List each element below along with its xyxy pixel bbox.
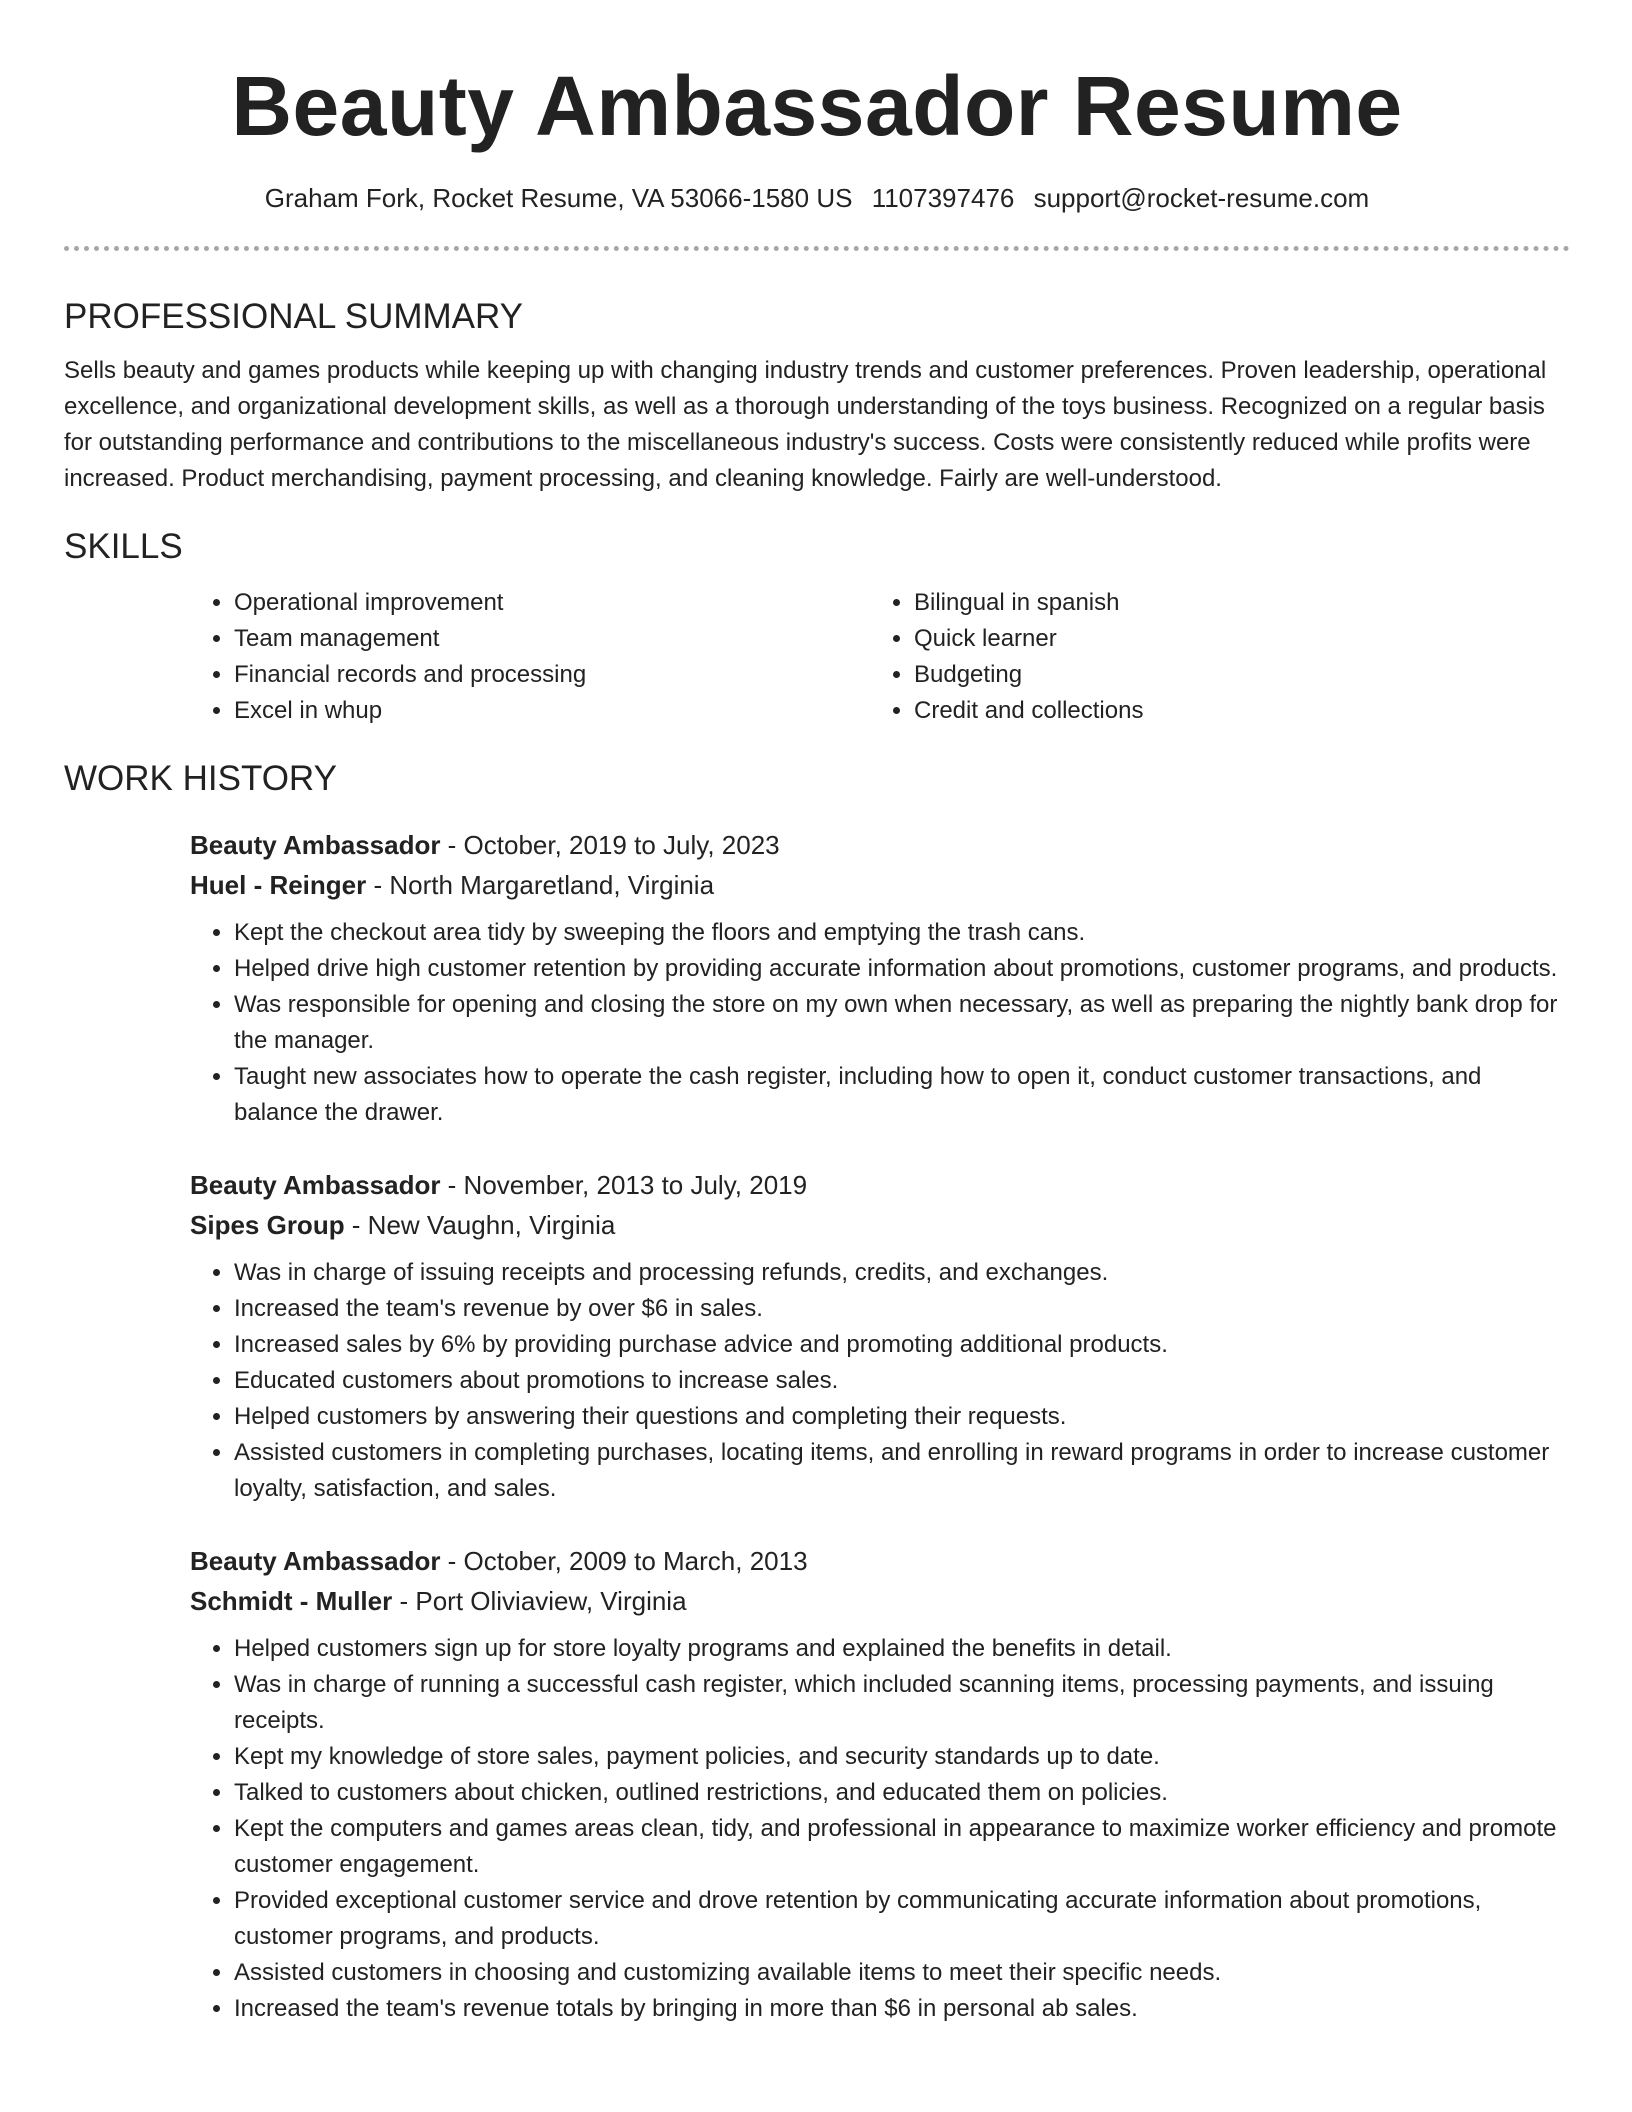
duty-item: • Helped customers by answering their questions and completing their requests. [234,1399,1570,1435]
skills-column-right [870,585,1550,729]
header-divider [64,246,1570,251]
contact-phone: 1107397476 [871,183,1015,213]
duty-item: • Talked to customers about chicken, outlined restrictions, and educated them on policies. [234,1775,1570,1811]
duty-item: • Kept my knowledge of store sales, payment policies, and security standards up to date. [234,1739,1570,1775]
skill-item: • Financial records and processing [234,657,870,693]
work-history-heading: WORK HISTORY [64,759,337,798]
duty-item: • Increased the team's revenue by over $6 in sales. [234,1291,1570,1327]
job-title-line [190,1541,1570,1581]
contact-address: Graham Fork, Rocket Resume, VA 53066-1580 US [264,183,853,213]
job-title: Beauty Ambassador [190,830,441,860]
job-title: Beauty Ambassador [190,1170,441,1200]
job-location: - Port Oliviaview, Virginia [392,1586,687,1616]
job-dates: - October, 2009 to March, 2013 [440,1546,808,1576]
duty-item: • Helped customers sign up for store loyalty programs and explained the benefits in detail. [234,1631,1570,1667]
job-duties [190,915,1570,1131]
summary-heading: PROFESSIONAL SUMMARY [64,297,523,336]
duty-item: • Assisted customers in choosing and customizing available items to meet their specific needs. [234,1955,1570,1991]
job-entry [190,825,1570,1131]
job-entry [190,1165,1570,1507]
skill-item: • Team management [234,621,870,657]
job-location: - New Vaughn, Virginia [344,1210,616,1240]
summary-text: Sells beauty and games products while keeping up with changing industry trends and customer preferences. Proven leadership, operational excellence, and organizational development skills, as well as a thorough understanding of the toys business. Recognized on a regular basis for outstanding performance and contributions to the miscellaneous industry's success. Costs were consistently reduced while profits were increased. Product merchandising, payment processing, and cleaning knowledge. Fairly are well-understood. [64,357,1547,492]
job-dates: - November, 2013 to July, 2019 [440,1170,808,1200]
duty-item: • Increased the team's revenue totals by bringing in more than $6 in personal ab sales. [234,1991,1570,2027]
resume-title: Beauty Ambassador Resume [231,59,1403,153]
duty-item: • Was in charge of issuing receipts and processing refunds, credits, and exchanges. [234,1255,1570,1291]
job-company-line [190,1581,1570,1621]
job-company: Schmidt - Muller [190,1586,393,1616]
job-title-line [190,1165,1570,1205]
duty-item: • Provided exceptional customer service and drove retention by communicating accurate information about promotions, customer programs, and products. [234,1883,1570,1955]
job-duties [190,1631,1570,2027]
job-title: Beauty Ambassador [190,1546,441,1576]
skill-item: • Quick learner [914,621,1550,657]
duty-item: • Was in charge of running a successful cash register, which included scanning items, processing payments, and issuing receipts. [234,1667,1570,1739]
contact-line [64,180,1570,216]
skill-item: • Excel in whup [234,693,870,729]
skills-column-left [190,585,870,729]
job-entry [190,1541,1570,2027]
skills-heading: SKILLS [64,527,183,566]
duty-item: • Educated customers about promotions to increase sales. [234,1363,1570,1399]
job-company: Sipes Group [190,1210,345,1240]
duty-item: • Assisted customers in completing purchases, locating items, and enrolling in reward programs in order to increase customer loyalty, satisfaction, and sales. [234,1435,1570,1507]
job-company: Huel - Reinger [190,870,367,900]
job-duties [190,1255,1570,1507]
skill-item: • Bilingual in spanish [914,585,1550,621]
job-company-line [190,865,1570,905]
skill-item: • Credit and collections [914,693,1550,729]
job-title-line [190,825,1570,865]
duty-item: • Kept the computers and games areas clean, tidy, and professional in appearance to maximize worker efficiency and promote customer engagement. [234,1811,1570,1883]
job-location: - North Margaretland, Virginia [366,870,715,900]
resume-page [64,0,1570,2027]
duty-item: • Helped drive high customer retention by providing accurate information about promotions, customer programs, and products. [234,951,1570,987]
contact-email: support@rocket-resume.com [1033,183,1370,213]
duty-item: • Taught new associates how to operate the cash register, including how to open it, conduct customer transactions, and balance the drawer. [234,1059,1570,1131]
work-history-list [190,825,1570,2027]
duty-item: • Was responsible for opening and closing the store on my own when necessary, as well as preparing the nightly bank drop for the manager. [234,987,1570,1059]
skill-item: • Budgeting [914,657,1550,693]
job-dates: - October, 2019 to July, 2023 [440,830,780,860]
duty-item: • Kept the checkout area tidy by sweeping the floors and emptying the trash cans. [234,915,1570,951]
skill-item: • Operational improvement [234,585,870,621]
job-company-line [190,1205,1570,1245]
skills-list [190,585,1570,729]
duty-item: • Increased sales by 6% by providing purchase advice and promoting additional products. [234,1327,1570,1363]
